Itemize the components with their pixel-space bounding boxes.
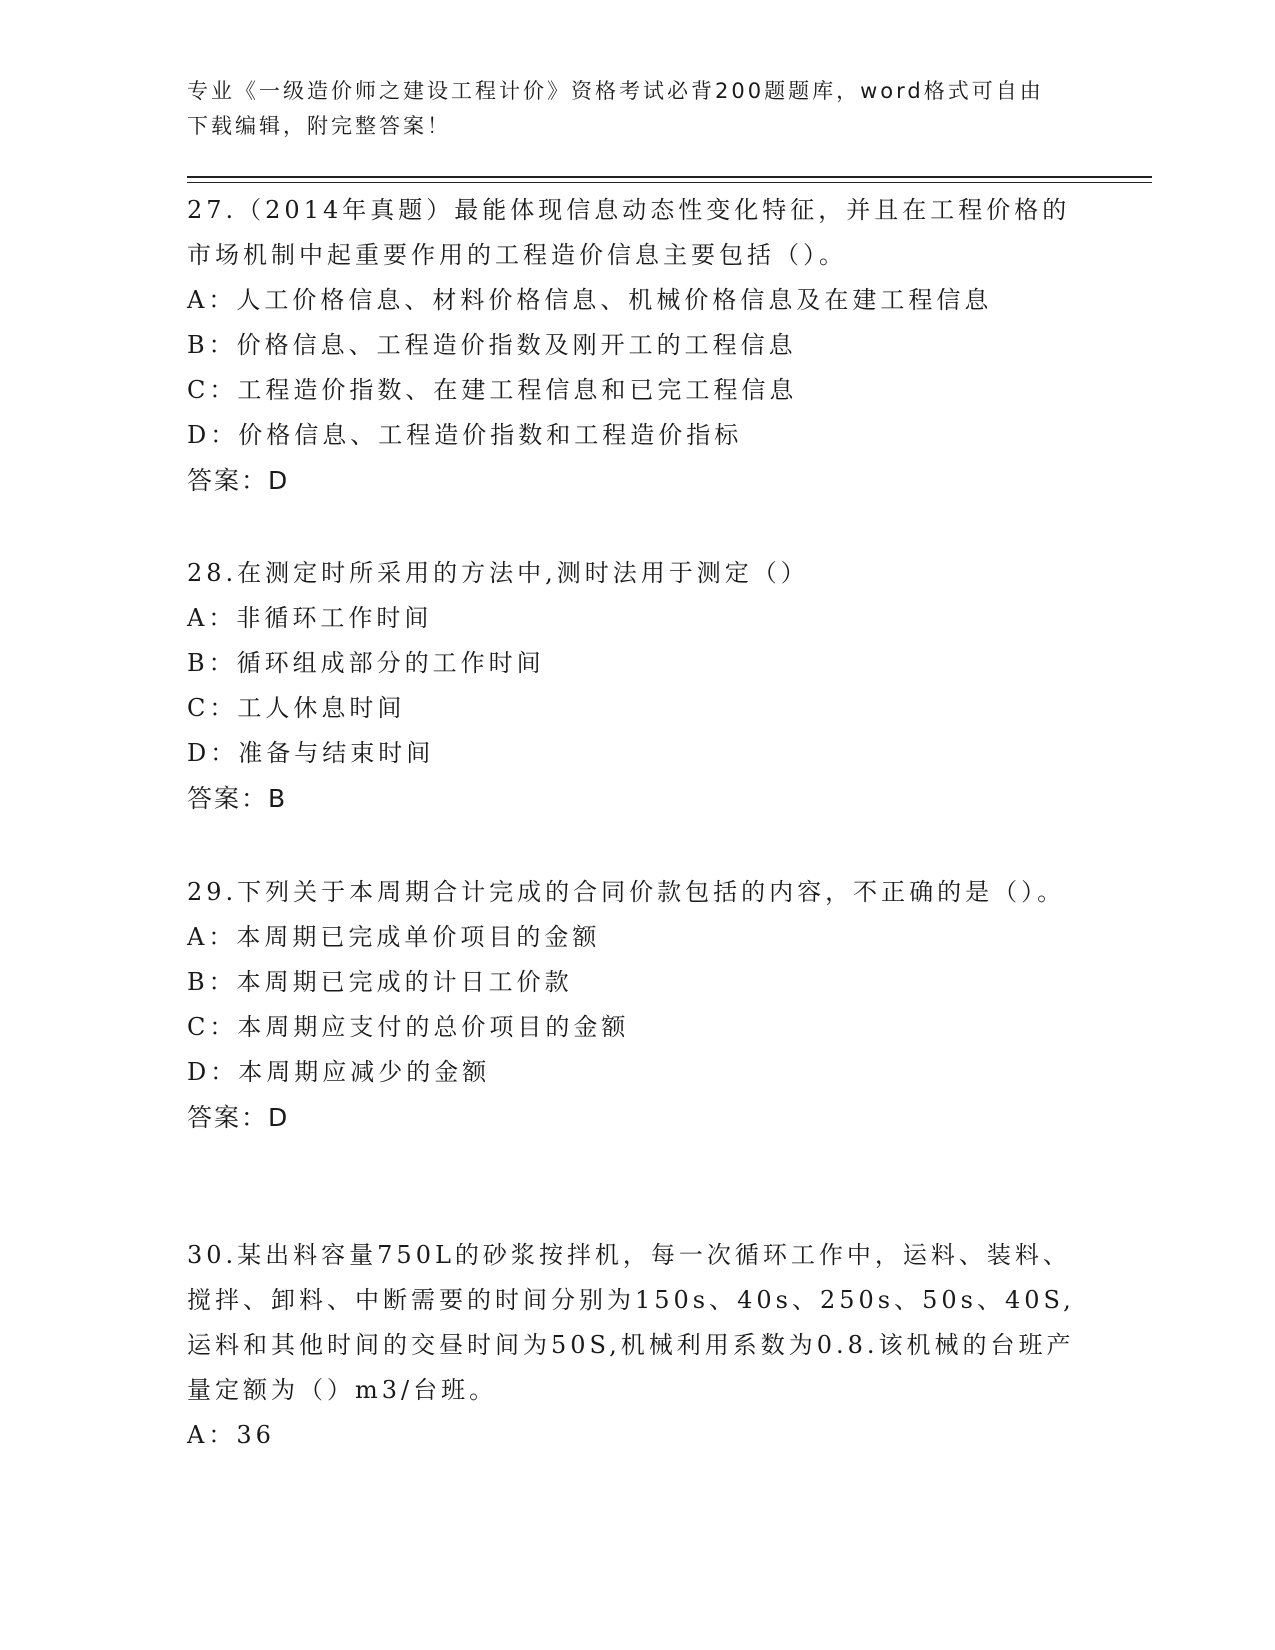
header-divider-bottom [187, 182, 1152, 183]
option-c: C：工程造价指数、在建工程信息和已完工程信息 [187, 376, 798, 404]
header-divider-top [187, 176, 1152, 178]
header-line-1: 专业《一级造价师之建设工程计价》资格考试必背200题题库，word格式可自由 [187, 79, 1044, 103]
question-stem: 29.下列关于本周期合计完成的合同价款包括的内容，不正确的是（）。 [187, 878, 1066, 906]
question-stem: 27.（2014年真题）最能体现信息动态性变化特征，并且在工程价格的市场机制中起重要作用的工程造价信息主要包括（）。 [187, 196, 1071, 269]
option-b: B：本周期已完成的计日工价款 [187, 968, 573, 996]
question-stem: 28.在测定时所采用的方法中,测时法用于测定（） [187, 559, 809, 587]
option-c: C：本周期应支付的总价项目的金额 [187, 1013, 630, 1041]
option-d: D：价格信息、工程造价指数和工程造价指标 [187, 421, 743, 449]
answer: 答案：B [187, 784, 288, 813]
header-line-2: 下载编辑，附完整答案！ [187, 114, 451, 138]
option-a: A：人工价格信息、材料价格信息、机械价格信息及在建工程信息 [187, 286, 993, 314]
question-27 [187, 188, 1087, 503]
question-stem: 30.某出料容量750L的砂浆按拌机，每一次循环工作中，运料、装料、搅拌、卸料、中断需要的时间分别为150s、40s、250s、50s、40S,运料和其他时间的交昼时间为50S,机械利用系数为0.8.该机械的台班产量定额为（）m3/台班。 [187, 1241, 1075, 1404]
option-b: B：循环组成部分的工作时间 [187, 649, 545, 677]
option-b: B：价格信息、工程造价指数及刚开工的工程信息 [187, 331, 797, 359]
question-30 [187, 1233, 1087, 1458]
option-d: D：本周期应减少的金额 [187, 1058, 491, 1086]
question-29 [187, 870, 1087, 1140]
document-header [187, 74, 1087, 144]
option-c: C：工人休息时间 [187, 694, 406, 722]
option-d: D：准备与结束时间 [187, 739, 435, 767]
option-a: A：36 [187, 1421, 275, 1449]
option-a: A：本周期已完成单价项目的金额 [187, 923, 601, 951]
answer: 答案：D [187, 1103, 290, 1132]
answer: 答案：D [187, 466, 290, 495]
question-28 [187, 551, 1087, 821]
option-a: A：非循环工作时间 [187, 604, 433, 632]
